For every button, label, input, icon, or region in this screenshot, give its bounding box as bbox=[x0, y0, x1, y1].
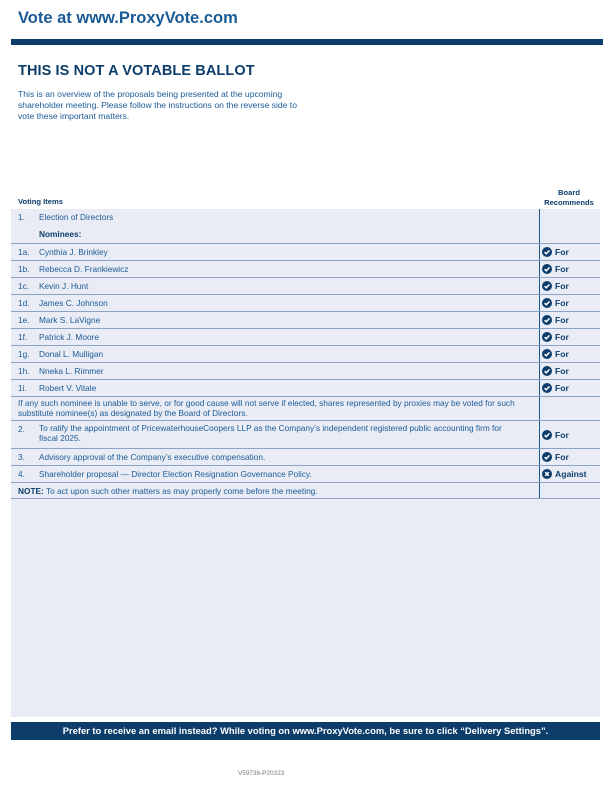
recommendation bbox=[542, 315, 569, 325]
recommendation bbox=[542, 452, 569, 462]
check-circle-icon bbox=[542, 315, 552, 325]
table-row-item-1 bbox=[11, 212, 600, 226]
recommendation bbox=[542, 366, 569, 376]
recommendation-label: For bbox=[555, 430, 569, 440]
nominee-name: Robert V. Vitale bbox=[39, 383, 97, 393]
recommendation-label: For bbox=[555, 452, 569, 462]
nominee-name: Kevin J. Hunt bbox=[39, 281, 89, 291]
check-circle-icon bbox=[542, 332, 552, 342]
check-circle-icon bbox=[542, 264, 552, 274]
table-row bbox=[11, 363, 600, 380]
check-circle-icon bbox=[542, 281, 552, 291]
substitute-note: If any such nominee is unable to serve, or for good cause will not serve if elected, shares represented by proxies may be voted for such substitute nominee(s) as designated by the Board of Directors. bbox=[18, 398, 515, 418]
table-row bbox=[11, 278, 600, 295]
note-label: NOTE: bbox=[18, 486, 44, 496]
substitute-note-row bbox=[11, 397, 600, 421]
ballot-title: THIS IS NOT A VOTABLE BALLOT bbox=[18, 63, 255, 79]
header-rule bbox=[11, 39, 603, 45]
recommendation bbox=[542, 298, 569, 308]
recommendation-label: For bbox=[555, 349, 569, 359]
nominee-name: Cynthia J. Brinkley bbox=[39, 247, 108, 257]
recommendation bbox=[542, 469, 587, 479]
nominee-name: Nneka L. Rimmer bbox=[39, 366, 104, 376]
table-row-proposal-3 bbox=[11, 449, 600, 466]
nominees-label-row bbox=[11, 229, 600, 244]
document-code: V59736-P20323 bbox=[238, 770, 285, 777]
note-line bbox=[18, 486, 318, 496]
check-circle-icon bbox=[542, 383, 552, 393]
nominee-number: 1f. bbox=[18, 332, 28, 342]
recommendation bbox=[542, 383, 569, 393]
nominee-number: 1g. bbox=[18, 349, 30, 359]
check-circle-icon bbox=[542, 247, 552, 257]
nominee-number: 1i. bbox=[18, 383, 27, 393]
recommendation-label: For bbox=[555, 298, 569, 308]
nominee-number: 1d. bbox=[18, 298, 30, 308]
check-circle-icon bbox=[542, 349, 552, 359]
item-number: 1. bbox=[18, 212, 25, 222]
board-header-line1: Board bbox=[558, 188, 580, 197]
check-circle-icon bbox=[542, 298, 552, 308]
nominee-name: Mark S. LaVigne bbox=[39, 315, 101, 325]
table-row bbox=[11, 346, 600, 363]
nominee-number: 1h. bbox=[18, 366, 30, 376]
table-row-proposal-4 bbox=[11, 466, 600, 483]
table-row bbox=[11, 295, 600, 312]
recommendation bbox=[542, 247, 569, 257]
table-row bbox=[11, 261, 600, 278]
recommendation bbox=[542, 430, 569, 440]
check-circle-icon bbox=[542, 452, 552, 462]
x-circle-icon bbox=[542, 469, 552, 479]
item-text: Shareholder proposal — Director Election Resignation Governance Policy. bbox=[39, 469, 312, 479]
nominee-number: 1e. bbox=[18, 315, 30, 325]
nominee-name: James C. Johnson bbox=[39, 298, 108, 308]
item-number: 2. bbox=[18, 424, 25, 434]
recommendation-label: For bbox=[555, 281, 569, 291]
recommendation bbox=[542, 332, 569, 342]
check-circle-icon bbox=[542, 366, 552, 376]
recommendation-label: For bbox=[555, 366, 569, 376]
site-title: Vote at www.ProxyVote.com bbox=[18, 9, 238, 27]
recommendation-label: For bbox=[555, 264, 569, 274]
recommendation bbox=[542, 281, 569, 291]
recommendation-label: For bbox=[555, 247, 569, 257]
check-circle-icon bbox=[542, 430, 552, 440]
nominee-name: Patrick J. Moore bbox=[39, 332, 99, 342]
nominee-number: 1a. bbox=[18, 247, 30, 257]
item-text: To ratify the appointment of PricewaterhouseCoopers LLP as the Company’s independent registered public accounting firm for fiscal 2025. bbox=[39, 423, 502, 443]
recommendation bbox=[542, 349, 569, 359]
item-text: Election of Directors bbox=[39, 212, 114, 222]
table-row bbox=[11, 380, 600, 397]
nominee-number: 1c. bbox=[18, 281, 30, 291]
nominee-name: Rebecca D. Frankiewicz bbox=[39, 264, 129, 274]
table-row-proposal-2 bbox=[11, 421, 600, 449]
recommendation bbox=[542, 264, 569, 274]
recommendation-label: For bbox=[555, 315, 569, 325]
recommendation-label: Against bbox=[555, 469, 587, 479]
note-row bbox=[11, 483, 600, 499]
item-text: Advisory approval of the Company’s executive compensation. bbox=[39, 452, 266, 462]
email-delivery-banner: Prefer to receive an email instead? While voting on www.ProxyVote.com, be sure to click “Delivery Settings”. bbox=[11, 722, 600, 740]
table-row bbox=[11, 312, 600, 329]
nominees-label: Nominees: bbox=[39, 229, 82, 239]
nominee-number: 1b. bbox=[18, 264, 30, 274]
recommendation-label: For bbox=[555, 332, 569, 342]
intro-text: This is an overview of the proposals being presented at the upcoming shareholder meeting. Please follow the instructions on the reverse side to vote these important matters. bbox=[18, 89, 297, 122]
board-recommends-header bbox=[536, 188, 602, 207]
board-header-line2: Recommends bbox=[544, 197, 594, 207]
table-row bbox=[11, 244, 600, 261]
note-text: To act upon such other matters as may properly come before the meeting. bbox=[45, 486, 318, 496]
voting-items-header: Voting Items bbox=[18, 197, 64, 206]
recommendation-label: For bbox=[555, 383, 569, 393]
voting-items-table bbox=[11, 209, 600, 717]
table-row bbox=[11, 329, 600, 346]
item-number: 3. bbox=[18, 452, 25, 462]
nominee-name: Donal L. Mulligan bbox=[39, 349, 104, 359]
item-number: 4. bbox=[18, 469, 25, 479]
